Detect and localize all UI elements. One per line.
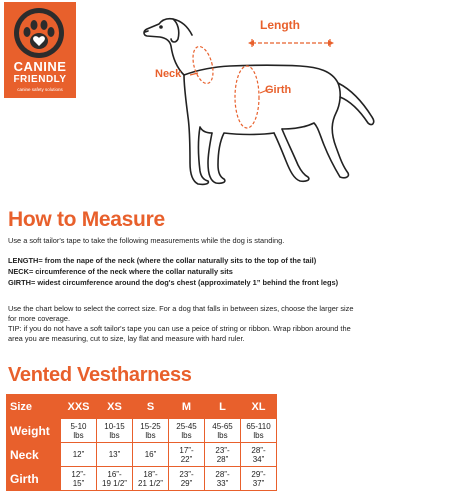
table-cell: 29”- 37” bbox=[241, 467, 277, 491]
intro-text: Use a soft tailor's tape to take the following measurements while the dog is standing. bbox=[8, 236, 285, 245]
table-row bbox=[7, 419, 277, 443]
product-heading: Vented Vestharness bbox=[8, 364, 192, 386]
table-cell: 23”- 29” bbox=[169, 467, 205, 491]
table-header-row bbox=[7, 395, 277, 419]
table-cell: 15-25 lbs bbox=[133, 419, 169, 443]
table-header-cell: XL bbox=[241, 395, 277, 419]
neck-label: Neck bbox=[155, 68, 182, 80]
paw-icon bbox=[13, 11, 65, 57]
table-cell: 18”- 21 1/2” bbox=[133, 467, 169, 491]
length-label: Length bbox=[260, 18, 300, 32]
table-header-cell: XXS bbox=[61, 395, 97, 419]
girth-definition: GIRTH= widest circumference around the dog's chest (approximately 1” behind the front legs) bbox=[8, 278, 339, 287]
table-cell: 65-110 lbs bbox=[241, 419, 277, 443]
table-cell: 5-10 lbs bbox=[61, 419, 97, 443]
table-header-cell: Size bbox=[7, 395, 61, 419]
table-cell: 45-65 lbs bbox=[205, 419, 241, 443]
table-header-cell: M bbox=[169, 395, 205, 419]
chart-instructions-line2: for more coverage. bbox=[8, 314, 71, 323]
table-header-cell: L bbox=[205, 395, 241, 419]
table-cell: 25-45 lbs bbox=[169, 419, 205, 443]
length-definition: LENGTH= from the nape of the neck (where the collar naturally sits to the top of the tail) bbox=[8, 256, 317, 265]
logo-tagline: canine safety solutions bbox=[17, 87, 63, 92]
table-cell: 13” bbox=[97, 443, 133, 467]
neck-definition: NECK= circumference of the neck where the collar naturally sits bbox=[8, 267, 233, 276]
girth-measure-loop bbox=[235, 66, 259, 128]
dog-measurement-diagram bbox=[140, 5, 390, 205]
girth-label: Girth bbox=[265, 84, 292, 96]
row-label: Girth bbox=[7, 467, 61, 491]
tip-line2: area you are measuring, cut to size, lay flat and measure with hard ruler. bbox=[8, 334, 245, 343]
table-row bbox=[7, 467, 277, 491]
table-cell: 10-15 lbs bbox=[97, 419, 133, 443]
chart-instructions-line1: Use the chart below to select the correct size. For a dog that falls in between sizes, choose the larger size bbox=[8, 304, 354, 313]
table-cell: 23”- 28” bbox=[205, 443, 241, 467]
row-label: Neck bbox=[7, 443, 61, 467]
how-to-measure-heading: How to Measure bbox=[8, 208, 165, 231]
table-cell: 16”- 19 1/2” bbox=[97, 467, 133, 491]
neck-measure-loop bbox=[189, 44, 216, 85]
table-header-cell: XS bbox=[97, 395, 133, 419]
table-cell: 16” bbox=[133, 443, 169, 467]
tip-line1: TIP: if you do not have a soft tailor's tape you can use a peice of string or ribbon. Wrap ribbon around the bbox=[8, 324, 351, 333]
table-cell: 12” bbox=[61, 443, 97, 467]
canine-friendly-logo bbox=[4, 2, 76, 98]
row-label: Weight bbox=[7, 419, 61, 443]
table-header-cell: S bbox=[133, 395, 169, 419]
size-chart-table bbox=[6, 394, 277, 491]
logo-brand-line2: FRIENDLY bbox=[13, 74, 67, 85]
table-cell: 17”- 22” bbox=[169, 443, 205, 467]
table-row bbox=[7, 443, 277, 467]
logo-brand-line1: CANINE bbox=[13, 59, 67, 74]
table-cell: 28”- 34” bbox=[241, 443, 277, 467]
table-cell: 28”- 33” bbox=[205, 467, 241, 491]
table-cell: 12”- 15” bbox=[61, 467, 97, 491]
